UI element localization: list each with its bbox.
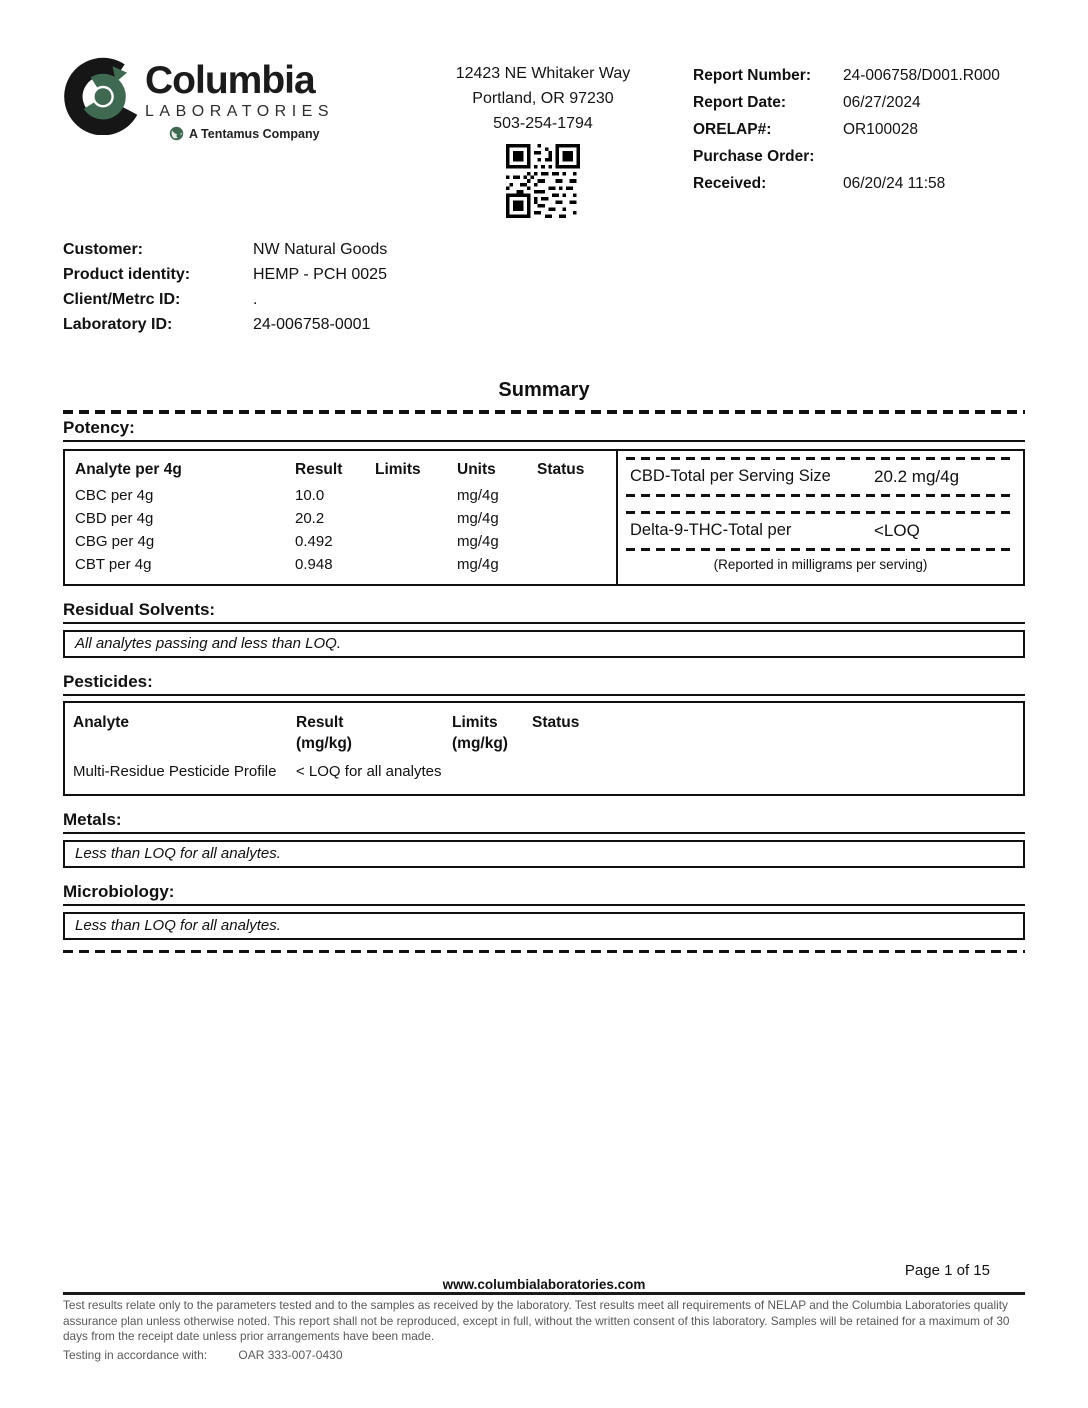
columbia-logo bbox=[63, 55, 393, 147]
address-line2: Portland, OR 97230 bbox=[472, 89, 614, 107]
page-number: Page 1 of 15 bbox=[904, 1262, 990, 1279]
cbd-total-row bbox=[626, 460, 1015, 494]
pesticides-table bbox=[63, 701, 1025, 796]
col-units: Units bbox=[457, 460, 496, 478]
tentamus-icon bbox=[169, 126, 184, 141]
col-analyte: Analyte bbox=[73, 713, 129, 731]
brand-tagline: A Tentamus Company bbox=[189, 126, 320, 141]
report-header bbox=[63, 55, 1025, 223]
brand-subtitle: LABORATORIES bbox=[145, 103, 334, 120]
product-identity-label: Product identity: bbox=[63, 266, 191, 284]
laboratory-id-label: Laboratory ID: bbox=[63, 316, 173, 334]
qr-code bbox=[393, 144, 693, 223]
testing-accordance bbox=[63, 1348, 1025, 1362]
columbia-logo-icon bbox=[63, 55, 143, 147]
purchase-order-label: Purchase Order: bbox=[693, 148, 815, 165]
customer-info bbox=[63, 237, 1025, 337]
col-limits: Limits bbox=[375, 460, 421, 478]
disclaimer-text: Test results relate only to the parameters tested and to the samples as received by the laboratory. Test results meet all requirements of NELAP and the Columbia Laboratories quality assurance plan unless otherwise noted. This report shall not be reproduced, except in full, without the written consent of this laboratory. Samples will be retained for a maximum of 30 days from the receipt date unless prior arrangements have been made. bbox=[63, 1298, 1010, 1343]
thc-total-label: Delta-9-THC-Total per bbox=[630, 521, 792, 540]
customer-row bbox=[63, 237, 1025, 262]
potency-row: CBG per 4g 0.492 mg/4g bbox=[75, 532, 499, 550]
metals-note: Less than LOQ for all analytes. bbox=[63, 840, 1025, 868]
potency-row: CBD per 4g 20.2 mg/4g bbox=[75, 509, 499, 527]
thc-total-value: <LOQ bbox=[874, 520, 920, 540]
product-identity-value: HEMP - PCH 0025 bbox=[253, 266, 387, 284]
footer-rule bbox=[63, 1292, 1025, 1295]
residual-solvents-note: All analytes passing and less than LOQ. bbox=[63, 630, 1025, 658]
potency-totals-panel bbox=[618, 451, 1023, 584]
customer-row bbox=[63, 262, 1025, 287]
testing-value: OAR 333-007-0430 bbox=[238, 1347, 343, 1362]
potency-header-row bbox=[75, 459, 616, 481]
customer-row bbox=[63, 287, 1025, 312]
col-status: Status bbox=[532, 713, 580, 731]
cbd-total-value: 20.2 mg/4g bbox=[874, 466, 960, 486]
metrc-id-value: . bbox=[253, 291, 258, 309]
dashed-divider-top bbox=[63, 410, 1025, 414]
orelap-label: ORELAP#: bbox=[693, 121, 772, 138]
report-info-row bbox=[693, 143, 1025, 170]
testing-label: Testing in accordance with: bbox=[63, 1347, 208, 1362]
customer-label: Customer: bbox=[63, 241, 144, 259]
potency-row: CBC per 4g 10.0 mg/4g bbox=[75, 486, 499, 504]
col-analyte: Analyte per 4g bbox=[75, 460, 182, 478]
microbiology-heading: Microbiology: bbox=[63, 882, 1025, 906]
report-footer bbox=[63, 1262, 1025, 1362]
website-link: www.columbialaboratories.com bbox=[442, 1277, 646, 1292]
address-phone: 503-254-1794 bbox=[493, 114, 593, 132]
address-line1: 12423 NE Whitaker Way bbox=[455, 65, 631, 82]
cbd-total-label: CBD-Total per Serving Size bbox=[630, 467, 831, 486]
orelap-value: OR100028 bbox=[843, 121, 918, 138]
report-number-value: 24-006758/D001.R000 bbox=[843, 67, 1000, 84]
purchase-order-value bbox=[843, 143, 1025, 170]
laboratory-id-value: 24-006758-0001 bbox=[253, 316, 371, 334]
received-value: 06/20/24 11:58 bbox=[843, 175, 946, 192]
report-info bbox=[693, 55, 1025, 197]
potency-heading: Potency: bbox=[63, 418, 1025, 442]
customer-row bbox=[63, 312, 1025, 337]
residual-solvents-heading: Residual Solvents: bbox=[63, 600, 1025, 624]
pesticides-heading: Pesticides: bbox=[63, 672, 1025, 696]
totals-note: (Reported in milligrams per serving) bbox=[713, 556, 928, 572]
report-info-row bbox=[693, 116, 1025, 143]
metals-heading: Metals: bbox=[63, 810, 1025, 834]
report-date-value: 06/27/2024 bbox=[843, 94, 921, 111]
pesticides-row: Multi-Residue Pesticide Profile < LOQ for all analytes bbox=[73, 762, 442, 780]
customer-value: NW Natural Goods bbox=[253, 241, 388, 259]
col-result: Result bbox=[295, 460, 343, 478]
report-info-row bbox=[693, 89, 1025, 116]
col-status: Status bbox=[537, 460, 585, 478]
pesticides-header-row: Analyte Result (mg/kg) Limits (mg/kg) Status bbox=[73, 712, 1023, 754]
potency-row: CBT per 4g 0.948 mg/4g bbox=[75, 555, 499, 573]
summary-title: Summary bbox=[498, 379, 590, 402]
col-result: Result bbox=[296, 713, 344, 731]
report-info-row bbox=[693, 62, 1025, 89]
report-info-row bbox=[693, 170, 1025, 197]
metrc-id-label: Client/Metrc ID: bbox=[63, 291, 181, 309]
report-date-label: Report Date: bbox=[693, 94, 787, 111]
report-number-label: Report Number: bbox=[693, 67, 811, 84]
dashed-divider-bottom bbox=[63, 950, 1025, 954]
microbiology-note: Less than LOQ for all analytes. bbox=[63, 912, 1025, 940]
received-label: Received: bbox=[693, 175, 767, 192]
lab-address bbox=[393, 55, 693, 223]
col-limits: Limits bbox=[452, 713, 498, 731]
potency-table bbox=[63, 449, 1025, 586]
thc-total-row bbox=[626, 514, 1015, 548]
brand-name: Columbia bbox=[145, 59, 315, 102]
